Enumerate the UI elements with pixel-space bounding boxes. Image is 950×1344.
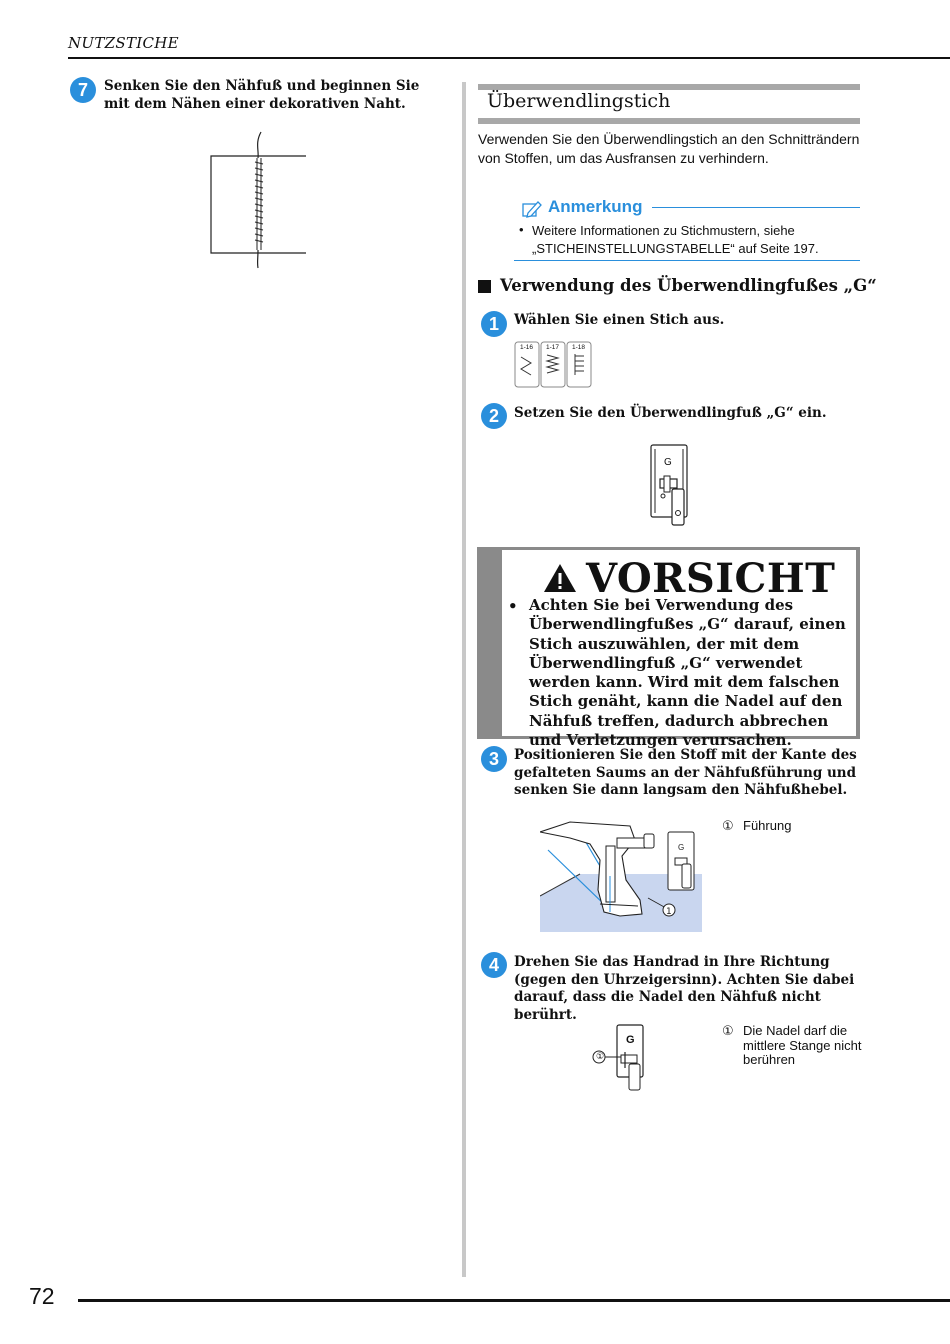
stitch-key-label: 1-16 xyxy=(520,344,534,351)
svg-text:1: 1 xyxy=(666,907,672,917)
stitch-key-label: 1-17 xyxy=(546,344,560,351)
section-title: Überwendlingstich xyxy=(487,90,671,112)
fabric-guide-illustration xyxy=(540,816,702,932)
step-1-text: Wählen Sie einen Stich aus. xyxy=(514,312,725,328)
section-header: NUTZSTICHE xyxy=(68,34,179,52)
note-pencil-icon xyxy=(522,200,542,218)
note-text: Weitere Informationen zu Stichmustern, siehe „STICHEINSTELLUNGSTABELLE“ auf Seite 197. xyxy=(532,223,819,256)
decorative-seam-illustration xyxy=(205,128,311,270)
note-bottom-rule xyxy=(514,260,860,261)
warning-title: VORSICHT xyxy=(586,555,836,602)
callout-3-marker: ① xyxy=(722,818,734,833)
page-number: 72 xyxy=(29,1283,55,1309)
step-2-text: Setzen Sie den Überwendlingfuß „G“ ein. xyxy=(514,405,827,421)
step-3-text: Positionieren Sie den Stoff mit der Kante des gefalteten Saums an der Nähfußführung und senken Sie dann langsam den Nähfußhebel. xyxy=(514,747,857,798)
callout-4-text: Die Nadel darf die mittlere Stange nicht berühren xyxy=(743,1023,862,1067)
warning-text: Achten Sie bei Verwendung des Überwendlingfußes „G“ darauf, einen Stich auszuwählen, der mit dem Überwendlingfuß „G“ verwendet werden kann. Wird mit dem falschen Stich genäht, kann die Nadel auf den Nähfuß treffen, dadurch abbrechen und Verletzungen verursachen. xyxy=(529,596,846,750)
step-1-badge: 1 xyxy=(481,311,507,337)
warning-triangle-icon xyxy=(542,562,578,594)
intro-paragraph: Verwenden Sie den Überwendlingstich an den Schnitträndern von Stoffen, um das Ausfransen zu verhindern. xyxy=(478,131,860,166)
presser-foot-letter: G xyxy=(626,1034,635,1046)
stitch-keys xyxy=(514,341,594,389)
header-rule xyxy=(68,57,950,59)
warning-bullet: • xyxy=(508,597,518,615)
note-title: Anmerkung xyxy=(548,197,643,216)
note-title-rule xyxy=(652,207,860,208)
footer-rule xyxy=(78,1299,950,1302)
callout-4-number-marker: ① xyxy=(596,1051,605,1061)
step-4-badge: 4 xyxy=(481,952,507,978)
step-7-badge: 7 xyxy=(70,77,96,103)
stitch-key-label: 1-18 xyxy=(572,344,586,351)
note-bullet: • xyxy=(519,222,524,237)
step-2-badge: 2 xyxy=(481,403,507,429)
callout-4-marker: ① xyxy=(722,1023,734,1038)
step-4-text: Drehen Sie das Handrad in Ihre Richtung (gegen den Uhrzeigersinn). Achten Sie dabei darauf, dass die Nadel den Nähfuß nicht berührt. xyxy=(514,954,855,1023)
presser-foot-letter: G xyxy=(664,457,672,468)
step-3-badge: 3 xyxy=(481,746,507,772)
subheading: Verwendung des Überwendlingfußes „G“ xyxy=(500,276,877,295)
presser-foot-g-illustration xyxy=(646,443,694,528)
needle-bar-illustration xyxy=(589,1022,649,1094)
title-bar-bottom xyxy=(478,118,860,124)
step-7-text: Senken Sie den Nähfuß und beginnen Sie mit dem Nähen einer dekorativen Naht. xyxy=(104,78,420,112)
column-divider xyxy=(462,82,466,1277)
svg-text:G: G xyxy=(678,843,685,852)
subheading-square-marker xyxy=(478,280,491,293)
callout-3-text: Führung xyxy=(743,818,792,833)
